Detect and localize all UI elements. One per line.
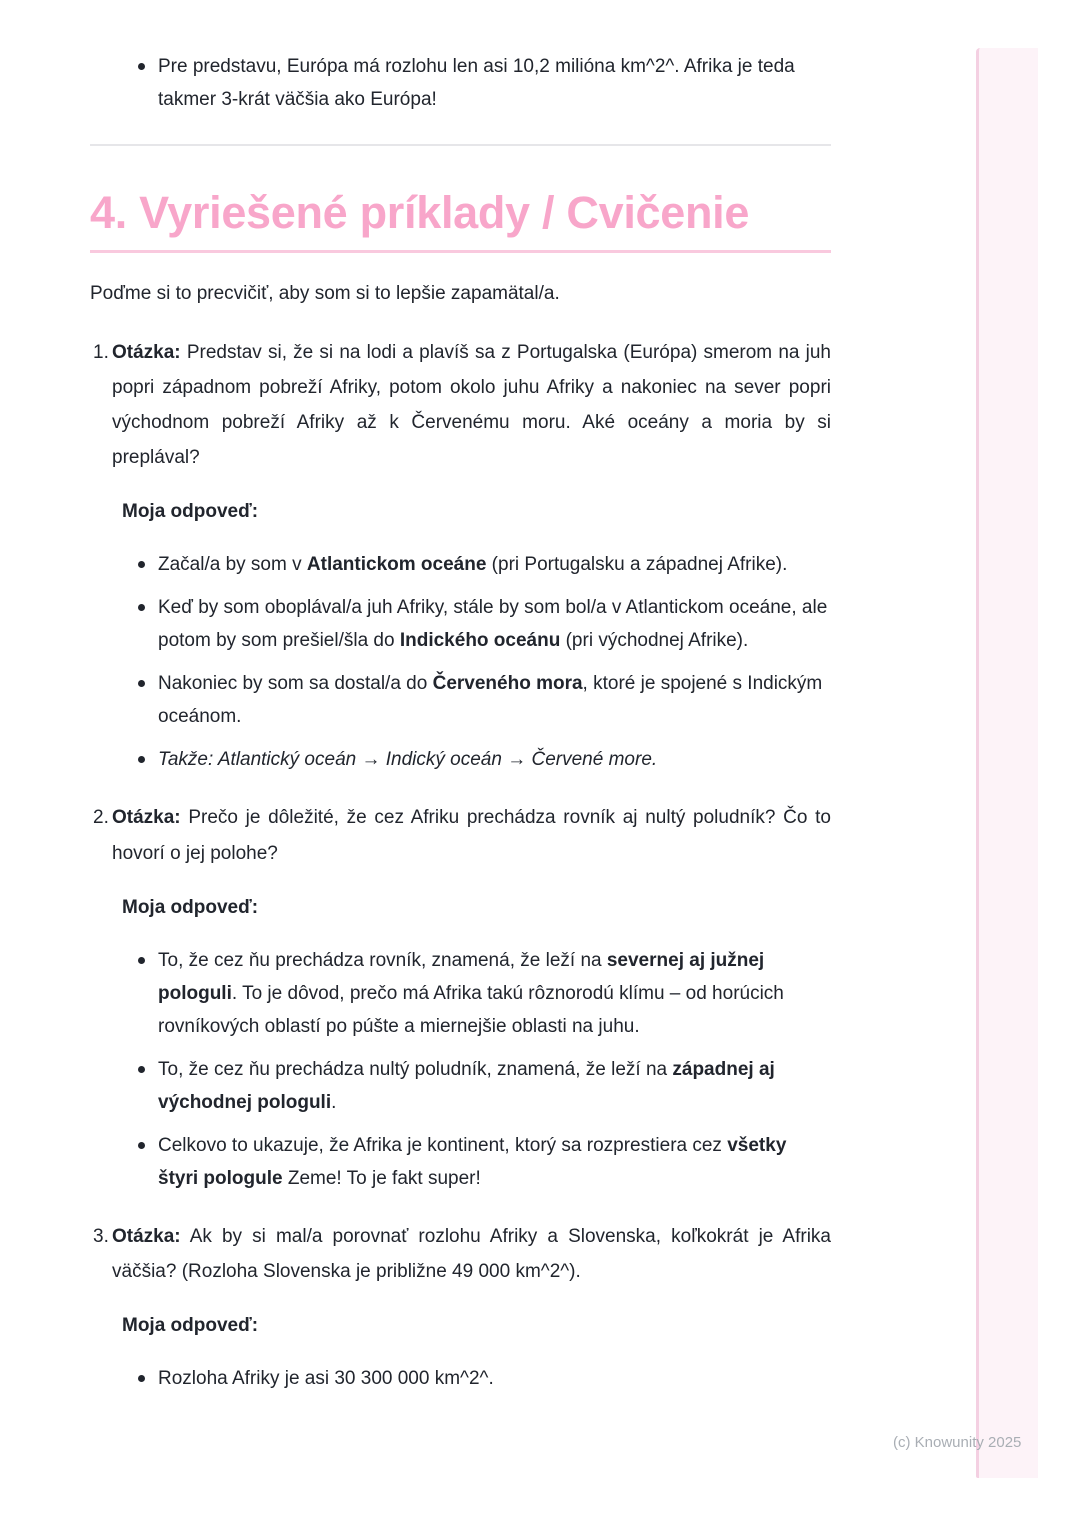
section-divider [90, 144, 831, 146]
list-item [138, 50, 831, 116]
question-text: Otázka: Prečo je dôležité, že cez Afriku prechádza rovník aj nultý poludník? Čo to hovorí o jej polohe? [112, 807, 831, 864]
intro-bullet-section [138, 50, 831, 116]
answer-bullet-text: Celkovo to ukazuje, že Afrika je kontinent, ktorý sa rozprestiera cez všetky štyri pologule Zeme! To je fakt super! [158, 1134, 787, 1190]
answer-bullet-text: Nakoniec by som sa dostal/a do Červeného mora, ktoré je spojené s Indickým oceánom. [158, 673, 823, 728]
answer-label: Moja odpoveď: [122, 501, 259, 523]
heading-underline [90, 250, 831, 253]
question-row [90, 335, 831, 476]
bullet-marker [138, 756, 145, 763]
bullet-marker [138, 957, 145, 964]
answer-bullets [90, 1362, 831, 1395]
list-item [138, 944, 831, 1043]
list-item [138, 1362, 831, 1395]
question-item-1 [90, 335, 831, 777]
answer-bullets [90, 548, 831, 776]
list-item [138, 548, 831, 581]
bullet-marker [138, 561, 145, 568]
answer-bullets [90, 944, 831, 1195]
answer-bullet-text: To, že cez ňu prechádza rovník, znamená, že leží na severnej aj južnej pologuli. To je dôvod, prečo má Afrika takú rôznorodú klímu – od horúcich rovníkových oblastí po púšte a miernejšie oblasti na juhu. [158, 949, 784, 1037]
list-item [138, 1129, 831, 1195]
answer-bullet-text: To, že cez ňu prechádza nultý poludník, znamená, že leží na západnej aj východnej pologuli. [158, 1058, 775, 1113]
question-item-2 [90, 800, 831, 1195]
question-number: 2. [93, 807, 109, 829]
answer-label: Moja odpoveď: [122, 1315, 259, 1337]
watermark: (c) Knowunity 2025 [893, 1434, 1022, 1451]
list-item [138, 1053, 831, 1119]
bullet-marker [138, 1066, 145, 1073]
document-page [90, 0, 831, 1395]
list-item [138, 591, 831, 657]
answer-label: Moja odpoveď: [122, 896, 259, 918]
question-number: 3. [93, 1226, 109, 1248]
answer-bullet-text: Začal/a by som v Atlantickom oceáne (pri Portugalsku a západnej Afrike). [158, 554, 788, 576]
answer-bullet-text: Takže: Atlantický oceán → Indický oceán → Červené more. [158, 749, 658, 771]
lead-paragraph: Poďme si to precvičiť, aby som si to lepšie zapamätal/a. [90, 283, 560, 305]
bullet-marker [138, 63, 145, 70]
question-text: Otázka: Ak by si mal/a porovnať rozlohu Afriky a Slovenska, koľkokrát je Afrika väčšia? (Rozloha Slovenska je približne 49 000 km^2^). [112, 1226, 831, 1283]
list-item [138, 667, 831, 733]
question-item-3 [90, 1219, 831, 1395]
next-page-edge [976, 48, 1038, 1478]
bullet-marker [138, 680, 145, 687]
bullet-marker [138, 604, 145, 611]
list-item [138, 743, 831, 776]
question-number: 1. [93, 341, 109, 363]
bullet-marker [138, 1375, 145, 1382]
question-row [90, 800, 831, 870]
section-heading: 4. Vyriešené príklady / Cvičenie [90, 187, 750, 239]
question-text: Otázka: Predstav si, že si na lodi a plavíš sa z Portugalska (Európa) smerom na juh popri západnom pobreží Afriky, potom okolo juhu Afriky a nakoniec na sever popri východnom pobreží Afriky až k Červenému moru. Aké oceány a moria by si preplával? [112, 341, 831, 468]
bullet-marker [138, 1142, 145, 1149]
intro-bullet-text: Pre predstavu, Európa má rozlohu len asi 10,2 milióna km^2^. Afrika je teda takmer 3-krát väčšia ako Európa! [158, 56, 795, 111]
answer-bullet-text: Rozloha Afriky je asi 30 300 000 km^2^. [158, 1368, 494, 1390]
answer-bullet-text: Keď by som oboplával/a juh Afriky, stále by som bol/a v Atlantickom oceáne, ale potom by som prešiel/šla do Indického oceánu (pri východnej Afrike). [158, 597, 828, 652]
question-row [90, 1219, 831, 1289]
